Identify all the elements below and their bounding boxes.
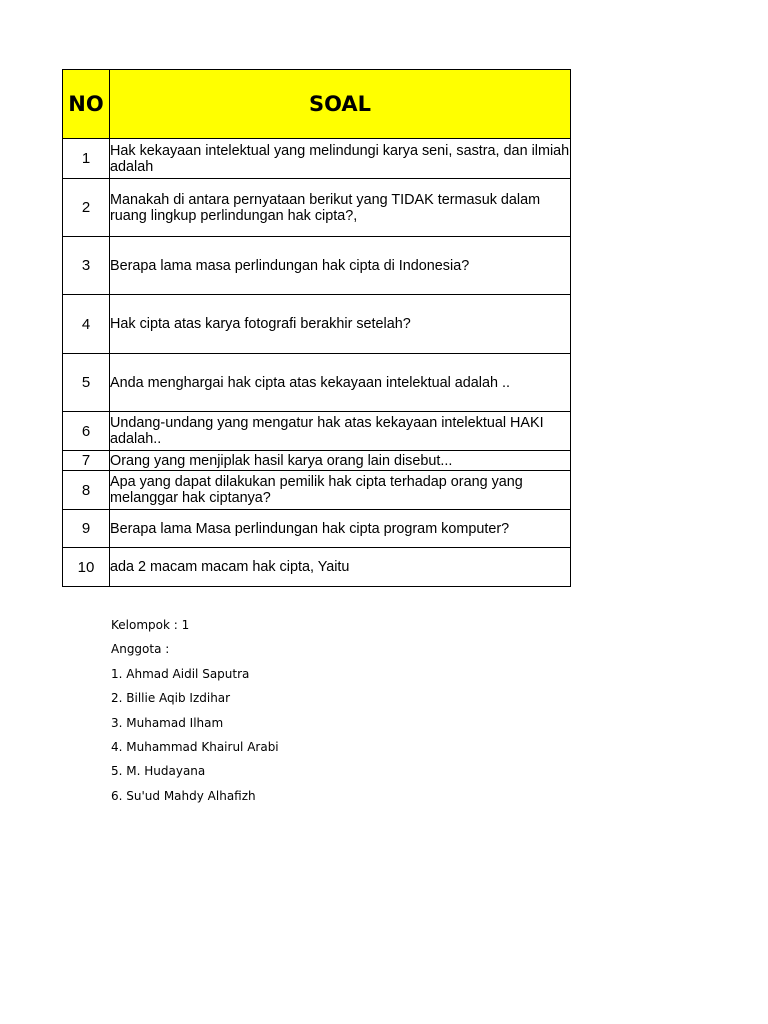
row-number: 2: [63, 179, 110, 237]
table-row: [63, 510, 571, 548]
question-text: Berapa lama Masa perlindungan hak cipta program komputer?: [110, 510, 571, 548]
member-item: 4. Muhammad Khairul Arabi: [111, 739, 279, 754]
member-item: 6. Su'ud Mahdy Alhafizh: [111, 788, 256, 803]
question-text: Manakah di antara pernyataan berikut yang TIDAK termasuk dalam ruang lingkup perlindungan hak cipta?,: [110, 179, 571, 237]
row-number: 7: [63, 451, 110, 471]
member-item: 2. Billie Aqib Izdihar: [111, 691, 231, 706]
table-row: [63, 295, 571, 354]
question-text: Anda menghargai hak cipta atas kekayaan intelektual adalah ..: [110, 354, 571, 412]
row-number: 8: [63, 471, 110, 510]
row-number: 10: [63, 548, 110, 587]
question-text: Undang-undang yang mengatur hak atas kekayaan intelektual HAKI adalah..: [110, 412, 571, 451]
row-number: 4: [63, 295, 110, 354]
member-item: 5. M. Hudayana: [111, 764, 206, 779]
table-row: [63, 548, 571, 587]
question-text: Hak kekayaan intelektual yang melindungi karya seni, sastra, dan ilmiah adalah: [110, 139, 571, 179]
question-text: ada 2 macam macam hak cipta, Yaitu: [110, 548, 571, 587]
members-label: Anggota :: [111, 642, 170, 657]
question-text: Berapa lama masa perlindungan hak cipta di Indonesia?: [110, 237, 571, 295]
table-row: [63, 237, 571, 295]
question-text: Hak cipta atas karya fotografi berakhir setelah?: [110, 295, 571, 354]
member-item: 3. Muhamad Ilham: [111, 715, 224, 730]
row-number: 1: [63, 139, 110, 179]
question-text: Apa yang dapat dilakukan pemilik hak cipta terhadap orang yang melanggar hak ciptanya?: [110, 471, 571, 510]
table-header-row: [63, 70, 571, 139]
row-number: 6: [63, 412, 110, 451]
row-number: 3: [63, 237, 110, 295]
table-row: [63, 354, 571, 412]
header-no: NO: [63, 70, 110, 139]
table-row: [63, 471, 571, 510]
group-number: Kelompok : 1: [111, 618, 190, 632]
header-soal: SOAL: [110, 70, 571, 139]
table-row: [63, 139, 571, 179]
group-info: [111, 613, 279, 808]
table-row: [63, 179, 571, 237]
row-number: 5: [63, 354, 110, 412]
question-text: Orang yang menjiplak hasil karya orang lain disebut...: [110, 451, 571, 471]
table-row: [63, 412, 571, 451]
member-item: 1. Ahmad Aidil Saputra: [111, 666, 250, 681]
row-number: 9: [63, 510, 110, 548]
questions-table: [62, 69, 571, 587]
table-row: [63, 451, 571, 471]
